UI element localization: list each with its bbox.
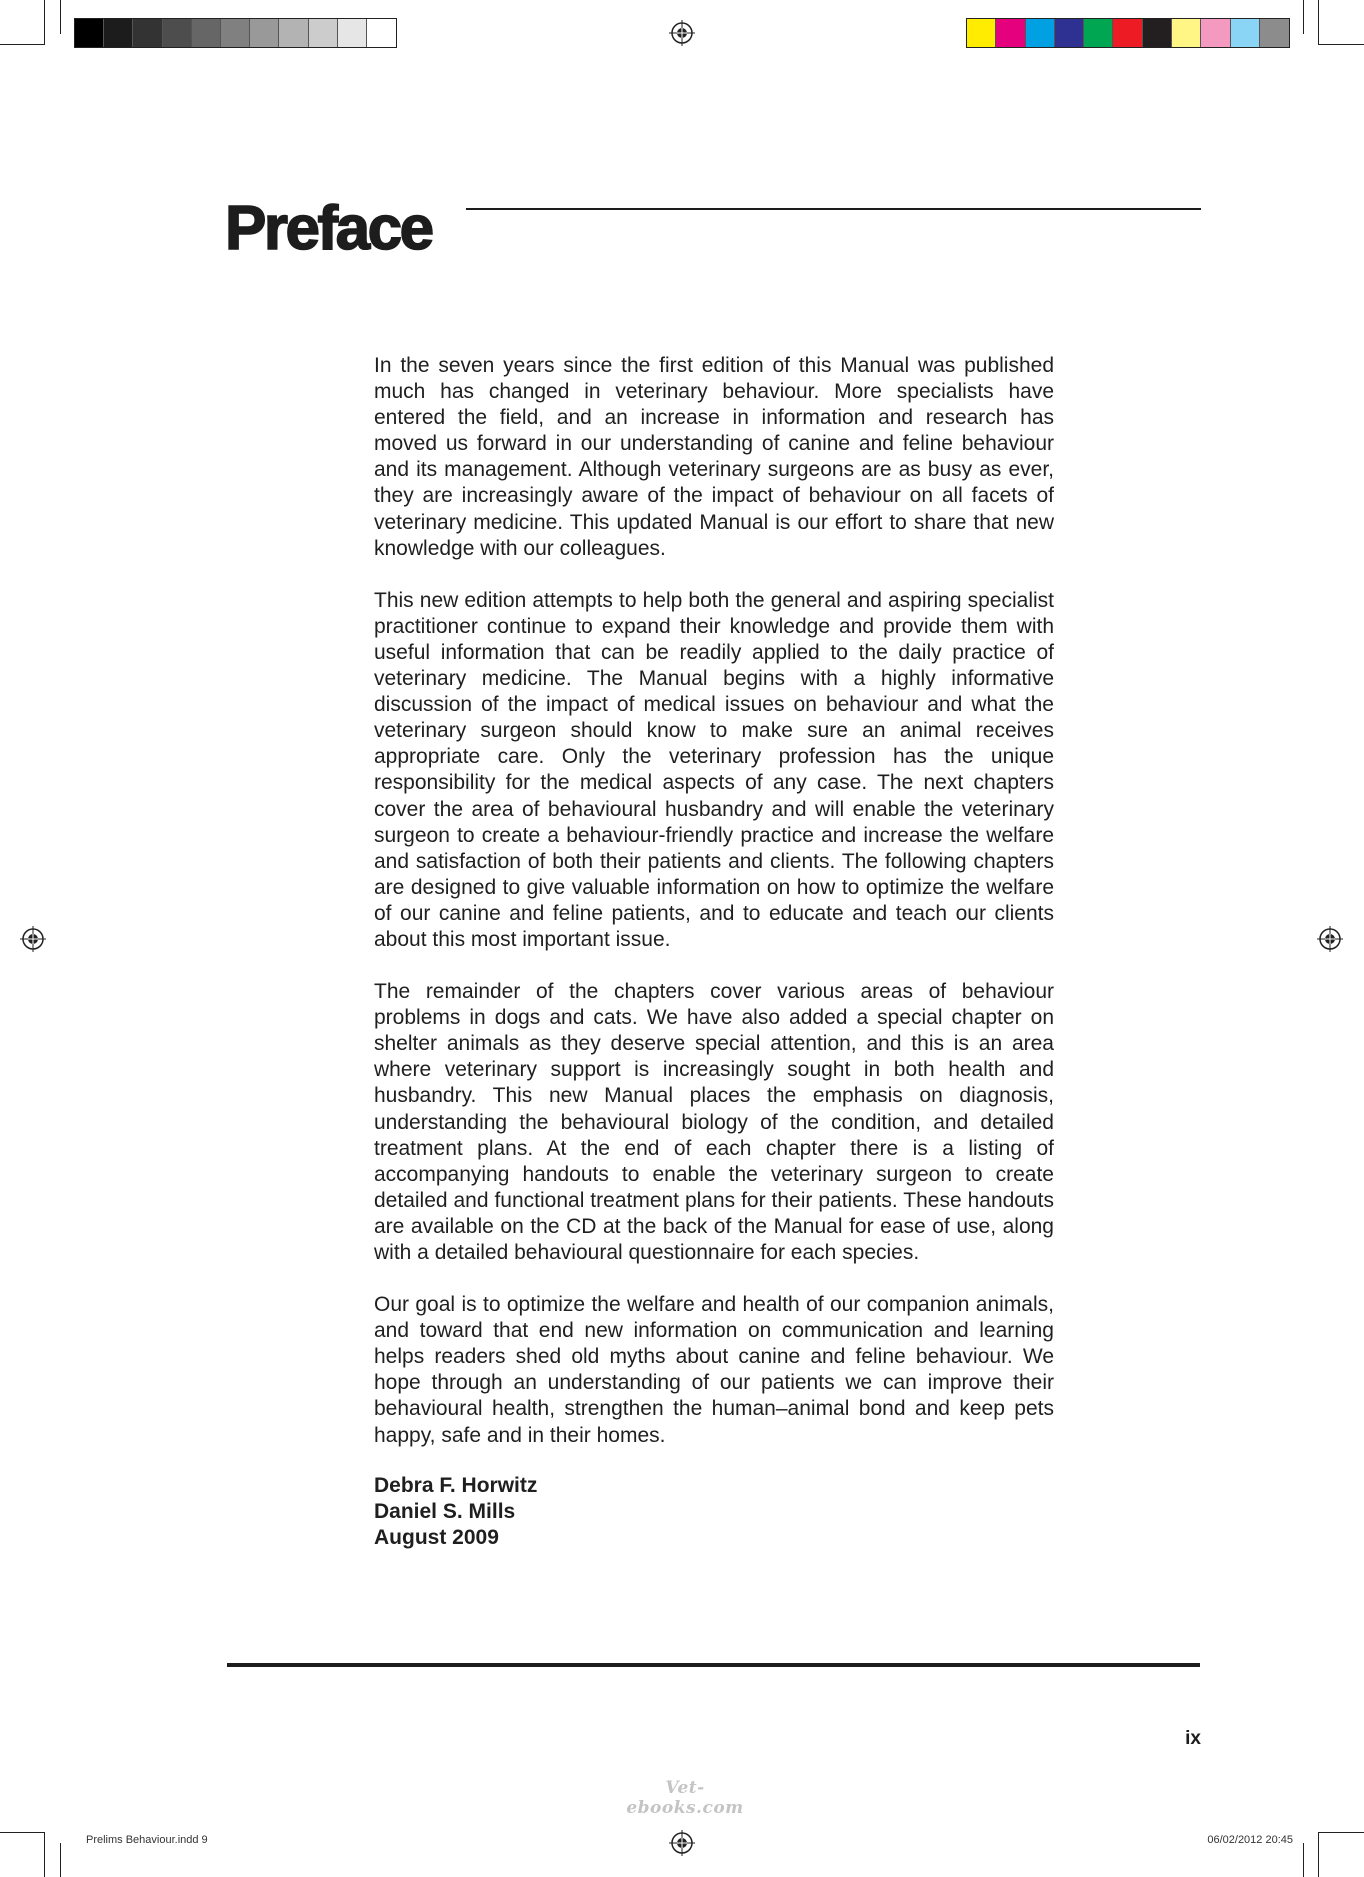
color-swatch	[192, 19, 221, 47]
author-name: Daniel S. Mills	[374, 1500, 516, 1524]
color-swatch	[1172, 19, 1201, 47]
color-swatch	[133, 19, 162, 47]
registration-mark-icon	[1317, 926, 1343, 952]
page-number: ix	[1185, 1728, 1201, 1749]
paragraph: In the seven years since the first edition of this Manual was published much has changed in veterinary behaviour. More specialists have entered the field, and an increase in information and research has moved us forward in our understanding of canine and feline behaviour and its management. Although veterinary surgeons are as busy as ever, they are increasingly aware of the impact of behaviour on all facets of veterinary medicine. This updated Manual is our effort to share that new knowledge with our colleagues.	[374, 354, 1054, 560]
page-title: Preface	[225, 194, 432, 263]
color-swatch	[967, 19, 996, 47]
color-swatch	[75, 19, 104, 47]
grayscale-color-bar	[74, 18, 397, 48]
registration-mark-icon	[669, 1830, 695, 1856]
crop-mark	[44, 0, 45, 45]
color-swatch	[104, 19, 133, 47]
paragraph: The remainder of the chapters cover various areas of behaviour problems in dogs and cats. We have also added a special chapter on shelter animals as they deserve special attention, and this is an area where veterinary support is increasingly sought in both health and husbandry. This new Manual places the emphasis on diagnosis, understanding the behavioural biology of the condition, and detailed treatment plans. At the end of each chapter there is a listing of accompanying handouts to enable the veterinary surgeon to create detailed and functional treatment plans for their patients. These handouts are available on the CD at the back of the Manual for ease of use, along with a detailed behavioural questionnaire for each species.	[374, 980, 1054, 1264]
color-swatch	[1231, 19, 1260, 47]
signature-block	[374, 1473, 537, 1551]
watermark: Vet-ebooks.com	[626, 1778, 744, 1818]
registration-mark-icon	[669, 20, 695, 46]
color-swatch	[996, 19, 1025, 47]
footer-rule	[227, 1663, 1200, 1667]
crop-mark	[1318, 1832, 1319, 1877]
crop-mark	[1319, 44, 1364, 45]
color-swatch	[338, 19, 367, 47]
color-swatch	[1055, 19, 1084, 47]
color-swatch	[163, 19, 192, 47]
slug-timestamp: 06/02/2012 20:45	[1207, 1834, 1293, 1846]
crop-mark	[1319, 1832, 1364, 1833]
color-swatch	[367, 19, 396, 47]
color-swatch	[1113, 19, 1142, 47]
color-swatch	[250, 19, 279, 47]
color-swatch	[1260, 19, 1289, 47]
signature-date: August 2009	[374, 1526, 499, 1550]
author-name: Debra F. Horwitz	[374, 1474, 538, 1497]
crop-mark	[1303, 0, 1304, 34]
color-swatch	[1143, 19, 1172, 47]
crop-mark	[60, 0, 61, 34]
crop-mark	[0, 44, 45, 45]
color-swatch	[221, 19, 250, 47]
crop-mark	[1318, 0, 1319, 45]
title-rule	[466, 208, 1201, 210]
registration-mark-icon	[20, 926, 46, 952]
crop-mark	[0, 1832, 45, 1833]
color-swatch	[1026, 19, 1055, 47]
process-color-bar	[966, 18, 1290, 48]
paragraph: Our goal is to optimize the welfare and health of our companion animals, and toward that end new information on communication and learning helps readers shed old myths about canine and feline behaviour. We hope through an understanding of our patients we can improve their behavioural health, strengthen the human–animal bond and keep pets happy, safe and in their homes.	[374, 1293, 1054, 1447]
crop-mark	[60, 1843, 61, 1877]
crop-mark	[1303, 1843, 1304, 1877]
color-swatch	[279, 19, 308, 47]
paragraph: This new edition attempts to help both the general and aspiring specialist practitioner continue to expand their knowledge and provide them with useful information that can be readily applied to the daily practice of veterinary medicine. The Manual begins with a highly informative discussion of the impact of medical issues on behaviour and what the veterinary surgeon should know to make sure an animal receives appropriate care. Only the veterinary profession has the unique responsibility for the medical aspects of any case. The next chapters cover the area of behavioural husbandry and will enable the veterinary surgeon to create a behaviour-friendly practice and increase the welfare and satisfaction of both their patients and clients. The following chapters are designed to give valuable information on how to optimize the welfare of our canine and feline patients, and to educate and teach our clients about this most important issue.	[374, 588, 1054, 951]
crop-mark	[44, 1832, 45, 1877]
preface-body	[374, 353, 1054, 1475]
color-swatch	[309, 19, 338, 47]
slug-filename: Prelims Behaviour.indd 9	[86, 1834, 208, 1846]
color-swatch	[1201, 19, 1230, 47]
color-swatch	[1084, 19, 1113, 47]
